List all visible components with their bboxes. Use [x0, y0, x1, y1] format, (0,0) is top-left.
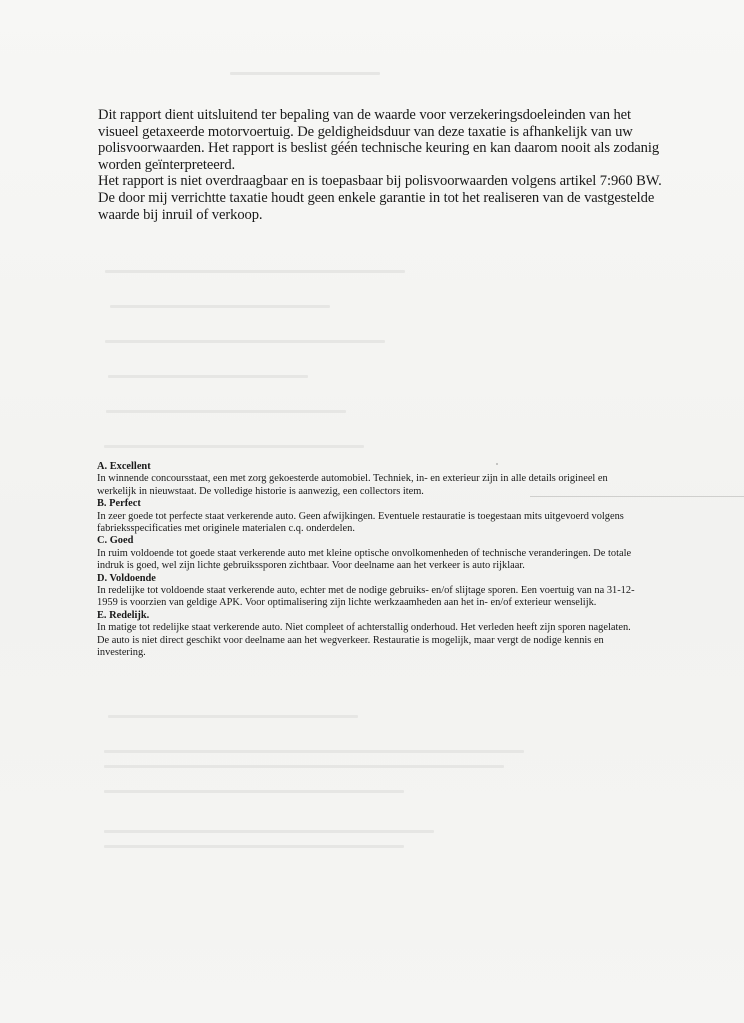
show-through-mark: [104, 765, 504, 768]
disclaimer-paragraph-transferability: Het rapport is niet overdraagbaar en is toepasbaar bij polisvoorwaarden volgens artikel 7:960 BW.: [98, 173, 662, 190]
show-through-mark: [104, 750, 524, 753]
show-through-mark: [108, 375, 308, 378]
show-through-mark: [230, 72, 380, 75]
rating-description: In ruim voldoende tot goede staat verkerende auto met kleine optische onvolkomenheden of technische veranderingen. De totale indruk is goed, wel zijn lichte gebruikssporen zichtbaar. Voor deelname aan het verkeer is auto rijklaar.: [97, 547, 632, 572]
disclaimer-paragraph-guarantee: De door mij verrichtte taxatie houdt geen enkele garantie in tot het realiseren van de vastgestelde waarde bij inruil of verkoop.: [98, 189, 655, 223]
show-through-mark: [110, 305, 330, 308]
rating-goed: [97, 535, 637, 572]
rating-perfect: [97, 498, 637, 535]
show-through-mark: [104, 790, 404, 793]
show-through-mark: [105, 340, 385, 343]
show-through-mark: [104, 830, 434, 833]
rating-voldoende: [97, 573, 637, 610]
rating-title: A. Excellent: [97, 461, 151, 472]
condition-ratings-list: [97, 461, 637, 660]
rating-description: In redelijke tot voldoende staat verkerende auto, echter met de nodige gebruiks- en/of slijtage sporen. Een voertuig van na 31-12-1959 is voorzien van geldige APK. Voor optimalisering zijn lichte werkzaamheden aan het in- en/of exterieur wenselijk.: [97, 585, 635, 609]
rating-title: D. Voldoende: [97, 572, 156, 584]
rating-description: In zeer goede tot perfecte staat verkerende auto. Geen afwijkingen. Eventuele restauratie is toegestaan mits uitgevoerd volgens fabrieksspecificaties met originele materialen c.q. onderdelen.: [97, 510, 624, 535]
rating-title: B. Perfect: [97, 498, 141, 510]
show-through-mark: [108, 715, 358, 718]
rating-description: In matige tot redelijke staat verkerende auto. Niet compleet of achterstallig onderhoud. Het verleden heeft zijn sporen nagelaten. De auto is niet direct geschikt voor deelname aan het wegverkeer. Restauratie is mogelijk, maar vergt de nodige kennis en investering.: [97, 622, 631, 659]
show-through-mark: [106, 410, 346, 413]
rating-title: C. Goed: [97, 535, 134, 547]
rating-description: In winnende concoursstaat, een met zorg gekoesterde automobiel. Techniek, in- en exterieur zijn in alle details origineel en werkelijk in nieuwstaat. De volledige historie is aanwezig, een collectors item.: [97, 473, 608, 497]
disclaimer-section: [98, 107, 673, 223]
rating-title: E. Redelijk.: [97, 609, 150, 621]
disclaimer-paragraph-validity: Dit rapport dient uitsluitend ter bepaling van de waarde voor verzekeringsdoeleinden van het visueel getaxeerde motorvoertuig. De geldigheidsduur van deze taxatie is afhankelijk van uw polisvoorwaarden. Het rapport is beslist géén technische keuring en kan daarom nooit als zodanig worden geïnterpreteerd.: [98, 107, 660, 173]
show-through-mark: [105, 270, 405, 273]
show-through-mark: [104, 845, 404, 848]
rating-excellent: [97, 461, 637, 498]
show-through-mark: [104, 445, 364, 448]
rating-redelijk: [97, 610, 637, 660]
